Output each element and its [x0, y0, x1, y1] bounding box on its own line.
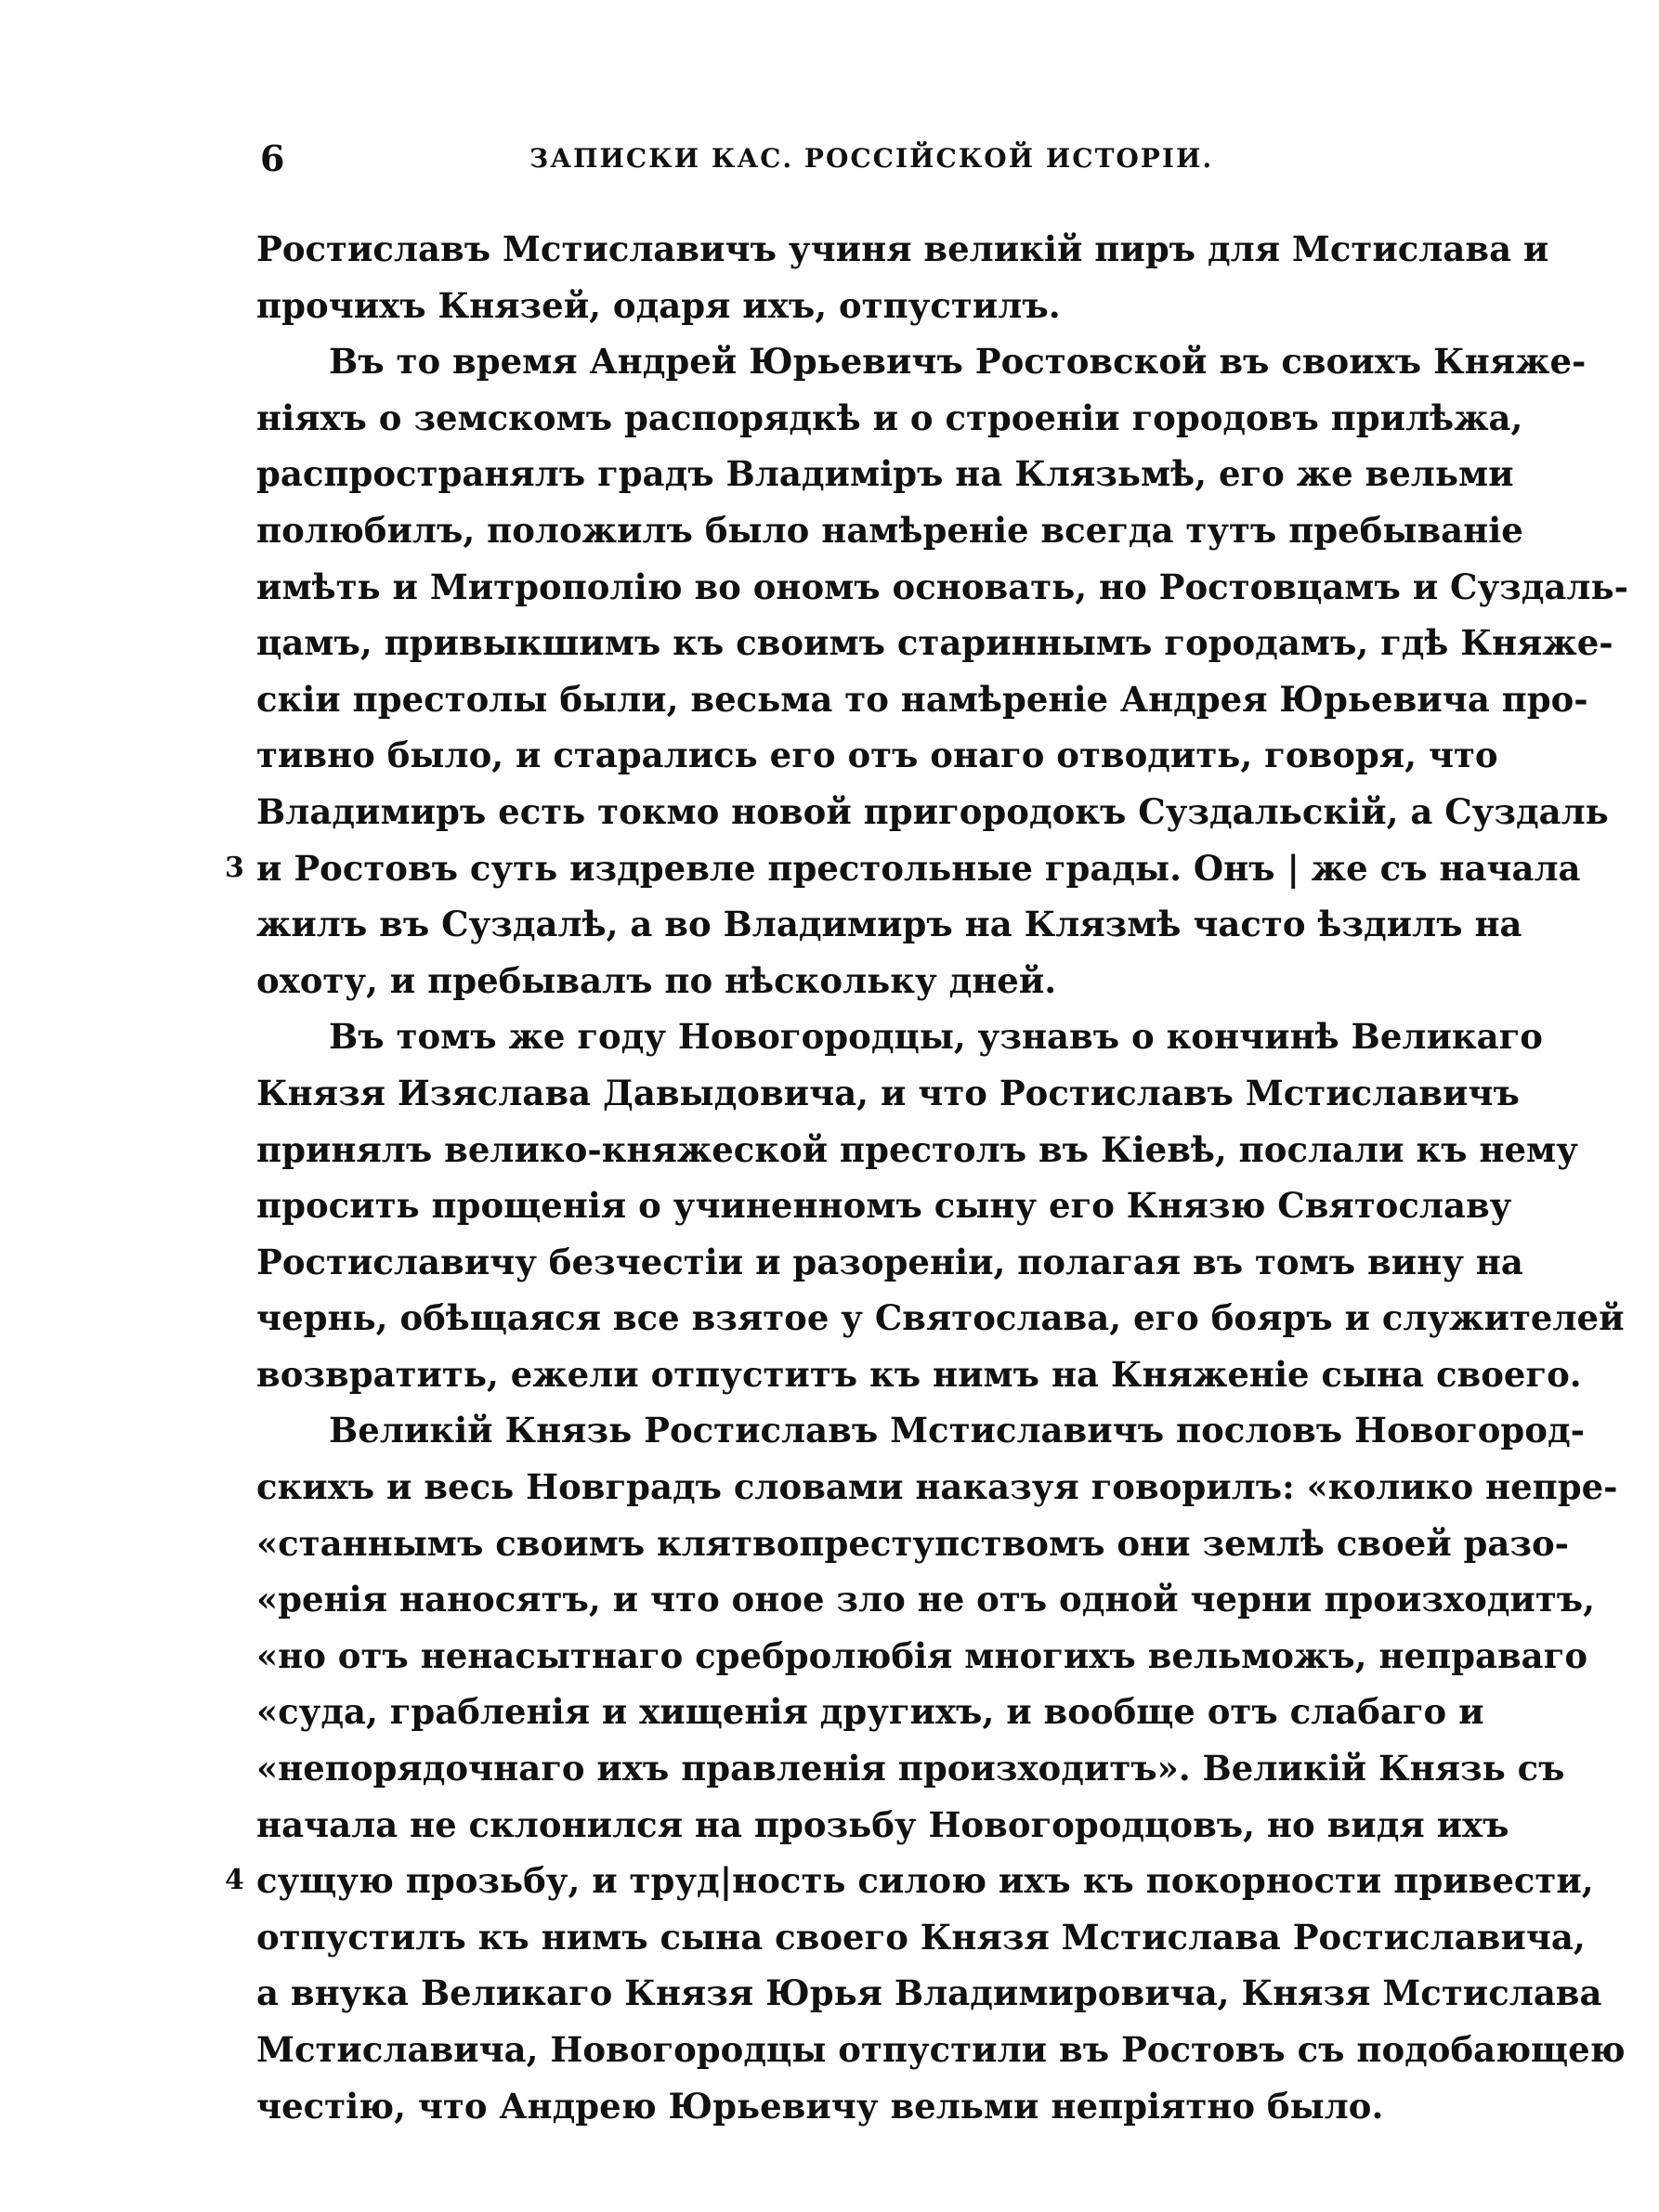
text-line-content: Владимиръ есть токмо новой пригородокъ Суздальскій, а Суздаль [256, 790, 1609, 832]
text-line-content: «ренія наносятъ, и что оное зло не отъ одной черни произходитъ, [256, 1579, 1596, 1620]
text-line [256, 1628, 1587, 1685]
text-line [256, 1008, 1543, 1065]
text-line [256, 1740, 1565, 1797]
text-line [256, 333, 1587, 390]
text-line [256, 896, 1522, 953]
text-line [256, 278, 1403, 334]
text-line-content: Ростиславъ Мстиславичъ учиня великій пиръ для Мстислава и [256, 228, 1549, 269]
text-line [225, 1853, 1594, 1909]
text-line [256, 1459, 1618, 1516]
text-line [256, 727, 1498, 784]
body-text [225, 221, 1628, 2134]
text-line [256, 1965, 1602, 2022]
text-line-content: имѣть и Митрополію во ономъ основать, но Ростовцамъ и Суздаль- [256, 566, 1628, 607]
text-line-content: «но отъ ненасытнаго сребролюбія многихъ вельможъ, неправаго [256, 1634, 1587, 1676]
text-line-content: Князя Изяслава Давыдовича, и что Ростиславъ Мстиславичъ [256, 1072, 1520, 1113]
text-line [256, 1402, 1585, 1459]
text-line [256, 390, 1523, 447]
text-line [256, 2022, 1626, 2078]
text-line [256, 1178, 1512, 1234]
running-title: ЗАПИСКИ КАС. РОССІЙСКОЙ ИСТОРІИ. [529, 143, 1214, 174]
text-line-content: чернь, обѣщаяся все взятое у Святослава, его бояръ и служителей [256, 1297, 1625, 1339]
text-line [256, 1122, 1578, 1178]
text-line [256, 671, 1588, 728]
text-line-content: просить прощенія о учиненномъ сыну его Князю Святославу [256, 1185, 1512, 1227]
text-line-content: скихъ и весь Новградъ словами наказуя говорилъ: «колико непре- [256, 1466, 1618, 1508]
text-line-content: и Ростовъ суть издревле престольные грады. Онъ | же съ начала [256, 847, 1581, 889]
text-line [256, 559, 1628, 616]
text-line [256, 1909, 1586, 1966]
text-line [256, 1684, 1484, 1740]
text-line-content: отпустилъ къ нимъ сына своего Князя Мстислава Ростиславича, [256, 1916, 1586, 1958]
text-line [256, 446, 1514, 502]
margin-folio-number: 4 [225, 1864, 244, 1897]
text-line-content: сущую прозьбу, и труд|ность силою ихъ къ покорности привести, [256, 1860, 1594, 1902]
text-line-content: принялъ велико-княжеской престолъ въ Кіевѣ, послали къ нему [256, 1128, 1578, 1170]
text-line-content: «суда, грабленія и хищенія другихъ, и вообще отъ слабаго и [256, 1691, 1484, 1733]
text-line [256, 1290, 1625, 1347]
text-line [256, 953, 1403, 1009]
text-line [256, 1347, 1582, 1403]
text-line [256, 784, 1609, 840]
text-line [256, 1797, 1509, 1854]
text-line [256, 2078, 1403, 2135]
text-line [256, 1516, 1570, 1572]
text-line-content: Въ томъ же году Новогородцы, узнавъ о кончинѣ Великаго [329, 1016, 1543, 1058]
text-line-content: Ростиславичу безчестіи и разореніи, полагая въ томъ вину на [256, 1241, 1523, 1282]
text-line-content: Великій Князь Ростиславъ Мстиславичъ пословъ Новогород- [329, 1410, 1585, 1451]
text-line-content: охоту, и пребывалъ по нѣскольку дней. [256, 959, 1057, 1001]
text-line-content: скіи престолы были, весьма то намѣреніе Андрея Юрьевича про- [256, 678, 1588, 720]
text-line [256, 615, 1613, 671]
text-line [256, 1571, 1596, 1628]
margin-folio-number: 3 [225, 851, 244, 884]
text-line-content: честію, что Андрею Юрьевичу вельми непріятно было. [256, 2085, 1384, 2127]
text-line-content: прочихъ Князей, одаря ихъ, отпустилъ. [256, 284, 1061, 326]
page-number: 6 [260, 137, 285, 179]
text-line [256, 1234, 1523, 1291]
text-line [256, 502, 1523, 559]
text-line-content: начала не склонился на прозьбу Новогородцовъ, но видя ихъ [256, 1803, 1509, 1845]
text-line-content: Въ то время Андрей Юрьевичъ Ростовской въ своихъ Княже- [329, 341, 1587, 383]
page-header [251, 137, 1403, 193]
text-line-content: цамъ, привыкшимъ къ своимъ стариннымъ городамъ, гдѣ Княже- [256, 622, 1613, 664]
text-line-content: тивно было, и старались его отъ онаго отводить, говоря, что [256, 735, 1498, 776]
text-line-content: «станнымъ своимъ клятвопреступствомъ они землѣ своей разо- [256, 1522, 1570, 1564]
text-line-content: распространялъ градъ Владиміръ на Клязьмѣ, его же вельми [256, 453, 1514, 495]
text-line [256, 221, 1549, 278]
text-line-content: а внука Великаго Князя Юрья Владимировича, Князя Мстислава [256, 1972, 1602, 2014]
text-line-content: ніяхъ о земскомъ распорядкѣ и о строеніи городовъ прилѣжа, [256, 397, 1523, 438]
text-line-content: «непорядочнаго ихъ правленія произходитъ». Великій Князь съ [256, 1748, 1565, 1789]
text-line [256, 1065, 1520, 1122]
text-line [225, 840, 1581, 897]
text-line-content: полюбилъ, положилъ было намѣреніе всегда тутъ пребываніе [256, 509, 1523, 551]
text-line-content: возвратить, ежели отпуститъ къ нимъ на Княженіе сына своего. [256, 1353, 1582, 1395]
text-line-content: Мстиславича, Новогородцы отпустили въ Ростовъ съ подобающею [256, 2029, 1626, 2070]
text-line-content: жилъ въ Суздалѣ, а во Владимиръ на Клязмѣ часто ѣздилъ на [256, 904, 1522, 945]
